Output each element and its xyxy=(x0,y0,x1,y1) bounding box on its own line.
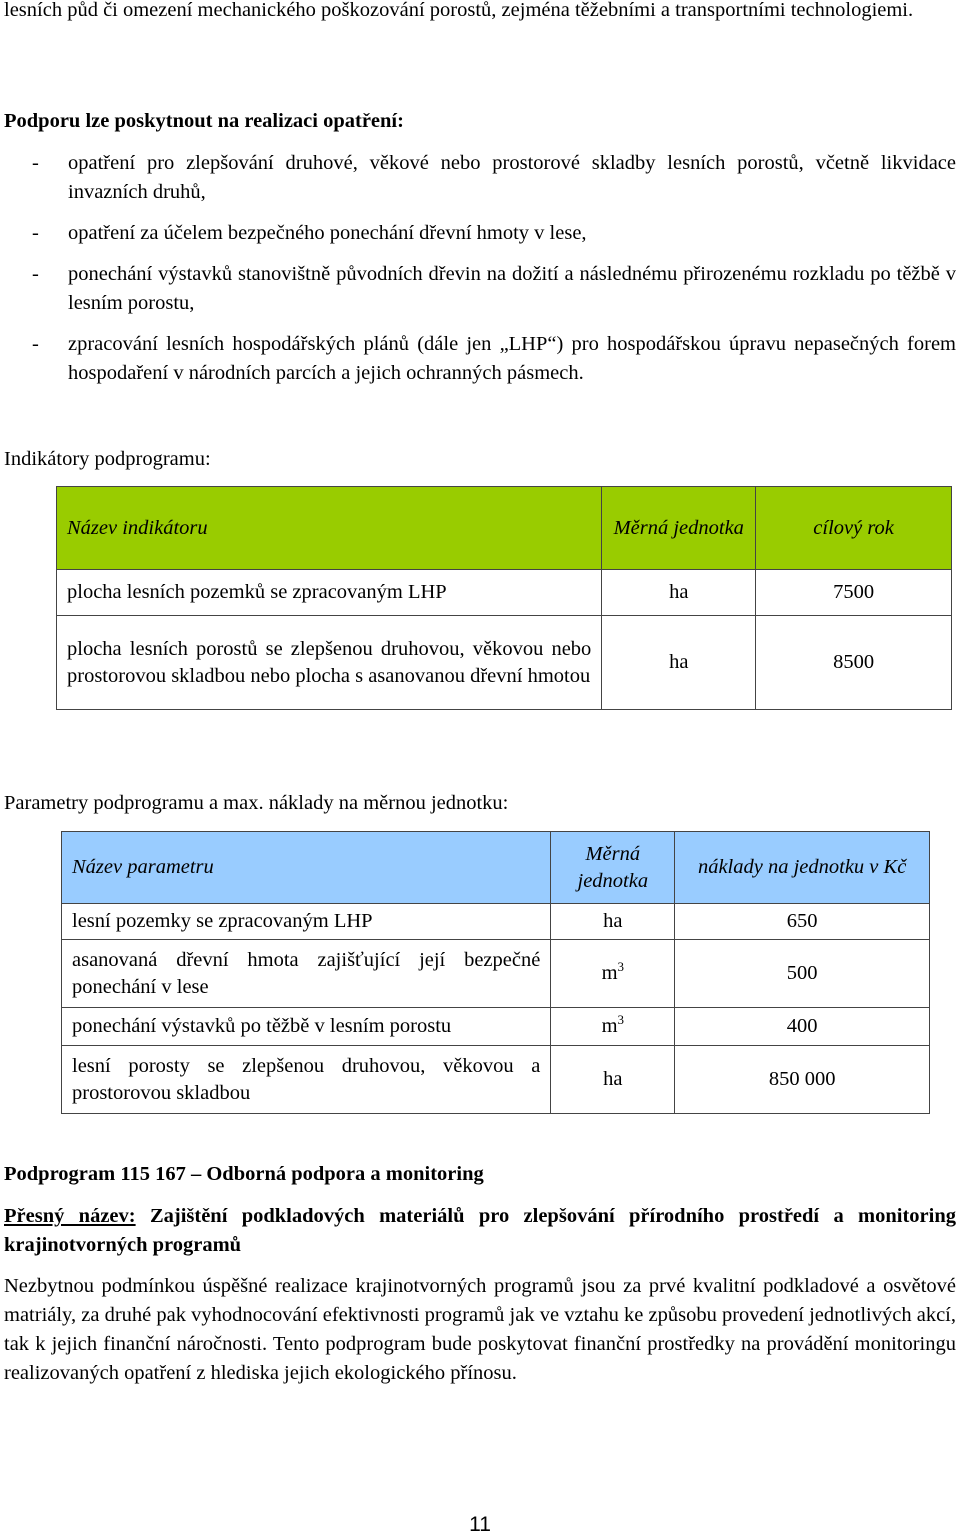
exact-name-label: Přesný název: xyxy=(4,1205,136,1227)
table-cell: ha xyxy=(551,1046,675,1114)
parameters-caption: Parametry podprogramu a max. náklady na měrnou jednotku: xyxy=(4,792,509,814)
unit-superscript: 3 xyxy=(617,1012,625,1027)
header-cell: Měrná jednotka xyxy=(602,487,756,570)
exact-name xyxy=(4,1202,956,1260)
unit-label: m xyxy=(601,1015,618,1037)
subprogram-section xyxy=(4,1160,956,1388)
table-header-row xyxy=(62,832,930,904)
indicators-caption: Indikátory podprogramu: xyxy=(4,448,211,470)
header-cell: Název indikátoru xyxy=(57,487,602,570)
subprogram-title: Podprogram 115 167 – Odborná podpora a monitoring xyxy=(4,1163,484,1185)
header-cell: Název parametru xyxy=(62,832,551,904)
table-cell: ha xyxy=(602,570,756,616)
page-number: 11 xyxy=(469,1513,491,1536)
table-cell: plocha lesních pozemků se zpracovaným LHP xyxy=(57,570,602,616)
table-cell: 8500 xyxy=(756,616,952,710)
table-cell xyxy=(551,940,675,1008)
header-cell: cílový rok xyxy=(756,487,952,570)
table-cell: 650 xyxy=(675,904,930,940)
list-item: - opatření pro zlepšování druhové, věkové nebo prostorové skladby lesních porostů, včetně likvidace invazních druhů, xyxy=(32,152,956,203)
table-cell: 400 xyxy=(675,1008,930,1046)
table-row xyxy=(62,904,930,940)
table-row xyxy=(57,570,952,616)
indicators-table xyxy=(56,486,952,710)
table-cell: plocha lesních porostů se zlepšenou druhovou, věkovou nebo prostorovou skladbou nebo plocha s asanovanou dřevní hmotou xyxy=(57,616,602,710)
list-item: - zpracování lesních hospodářských plánů (dále jen „LHP“) pro hospodářskou úpravu nepasečných forem hospodaření v národních parcích a jejich ochranných pásmech. xyxy=(32,333,956,384)
table-row xyxy=(62,940,930,1008)
list-item: - ponechání výstavků stanovištně původních dřevin na dožití a následnému přirozenému rozkladu po těžbě v lesním porostu, xyxy=(32,263,956,314)
table-cell: 850 000 xyxy=(675,1046,930,1114)
header-cell: náklady na jednotku v Kč xyxy=(675,832,930,904)
table-cell xyxy=(551,1008,675,1046)
list-item: - opatření za účelem bezpečného ponechání dřevní hmoty v lese, xyxy=(32,222,587,244)
table-row xyxy=(57,616,952,710)
measures-list xyxy=(4,149,956,388)
intro-continuation: lesních půd či omezení mechanického poškozování porostů, zejména těžebními a transportními technologiemi. xyxy=(4,0,914,21)
subprogram-body: Nezbytnou podmínkou úspěšné realizace krajinotvorných programů jsou za prvé kvalitní podkladové a osvětové matriály, za druhé pak vyhodnocování efektivnosti programů jak ve vztahu ke způsobu provedení jednotlivých akcí, tak k jejich finanční náročnosti. Tento podprogram bude poskytovat finanční prostředky na provádění monitoringu realizovaných opatření z hlediska jejich ekologického přínosu. xyxy=(4,1275,956,1384)
table-row xyxy=(62,1008,930,1046)
table-cell: asanovaná dřevní hmota zajišťující její bezpečné ponechání v lese xyxy=(62,940,551,1008)
table-cell: lesní porosty se zlepšenou druhovou, věkovou a prostorovou skladbou xyxy=(62,1046,551,1114)
unit-superscript: 3 xyxy=(617,959,625,974)
table-cell: ha xyxy=(551,904,675,940)
exact-name-text: Zajištění podkladových materiálů pro zlepšování přírodního prostředí a monitoring krajinotvorných programů xyxy=(4,1205,956,1256)
parameters-table xyxy=(61,831,930,1114)
table-row xyxy=(62,1046,930,1114)
table-cell: lesní pozemky se zpracovaným LHP xyxy=(62,904,551,940)
table-cell: 7500 xyxy=(756,570,952,616)
table-header-row xyxy=(57,487,952,570)
header-cell: Měrná jednotka xyxy=(551,832,675,904)
table-cell: ponechání výstavků po těžbě v lesním porostu xyxy=(62,1008,551,1046)
table-cell: 500 xyxy=(675,940,930,1008)
table-cell: ha xyxy=(602,616,756,710)
support-heading: Podporu lze poskytnout na realizaci opatření: xyxy=(4,110,404,132)
unit-label: m xyxy=(601,962,618,984)
